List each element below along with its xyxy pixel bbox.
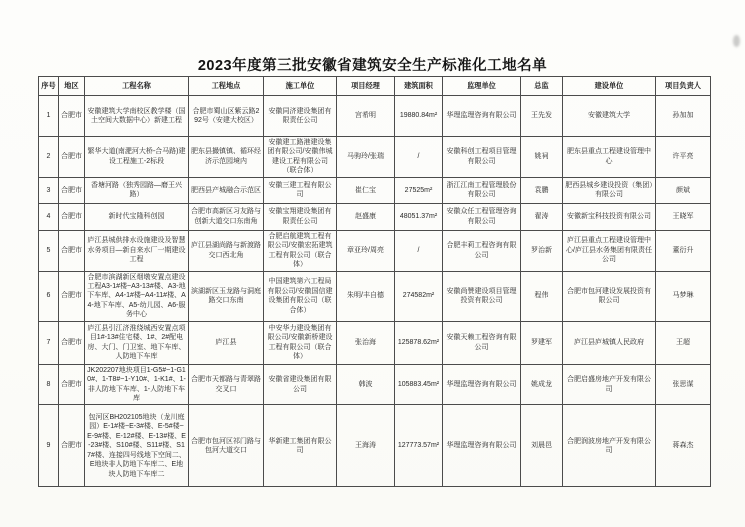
- table-cell: 庐江县庐城镇人民政府: [563, 321, 656, 364]
- table-cell: 合肥市: [59, 137, 85, 178]
- table-cell: 合肥市高新区习友路与创新大道交口东南角: [189, 203, 264, 230]
- table-row: [39, 405, 711, 487]
- table-cell: 合肥市天都路与青翠路交叉口: [189, 364, 264, 405]
- table-cell: 王先发: [521, 96, 563, 137]
- table-cell: 浙江江南工程管理股份有限公司: [443, 177, 521, 203]
- table-cell: 肥东县重点工程建设管理中心: [563, 137, 656, 178]
- table-row: [39, 364, 711, 405]
- column-header: 工程名称: [85, 77, 189, 96]
- table-cell: 袁鹏: [521, 177, 563, 203]
- table-cell: 中安华力建设集团有限公司/安徽新桥建设工程有限公司（联合体）: [264, 321, 337, 364]
- table-cell: 合肥启盛房地产开发有限公司: [563, 364, 656, 405]
- table-cell: 1: [39, 96, 59, 137]
- table-cell: 4: [39, 203, 59, 230]
- table-cell: 合肥市: [59, 230, 85, 271]
- table-cell: 马驹玲/张瑞: [337, 137, 395, 178]
- table-row: [39, 137, 711, 178]
- document-title: 2023年度第三批安徽省建筑安全生产标准化工地名单: [197, 58, 548, 74]
- table-cell: 罗治新: [521, 230, 563, 271]
- table-cell: 安徽众任工程管理咨询有限公司: [443, 203, 521, 230]
- column-header: 监理单位: [443, 77, 521, 96]
- table-cell: 张思谋: [656, 364, 711, 405]
- table-cell: 庐江县引江济淮绕城西安置点项目1#-13#住宅楼、1#、2#配电房、大门、门卫室、地下车库、人防地下车库: [85, 321, 189, 364]
- table-cell: 安徽建筑大学: [563, 96, 656, 137]
- table-cell: 华理监理咨询有限公司: [443, 96, 521, 137]
- table-header: [39, 77, 711, 96]
- table-cell: 程伟: [521, 271, 563, 321]
- table-cell: 肥西县产城融合示范区: [189, 177, 264, 203]
- table-cell: 张治海: [337, 321, 395, 364]
- table-cell: 朱明/丰自德: [337, 271, 395, 321]
- table-cell: 合肥市: [59, 364, 85, 405]
- table-cell: 赵盛康: [337, 203, 395, 230]
- table-cell: 章亚玲/周亮: [337, 230, 395, 271]
- table-row: [39, 203, 711, 230]
- table-cell: 合肥市: [59, 321, 85, 364]
- table-cell: 安徽宝翔建设集团有限责任公司: [264, 203, 337, 230]
- column-header: 项目经理: [337, 77, 395, 96]
- standardization-site-table: [38, 76, 711, 487]
- table-cell: 罗建军: [521, 321, 563, 364]
- table-cell: 合肥启航建筑工程有限公司/安徽宏拓建筑工程有限公司（联合体）: [264, 230, 337, 271]
- column-header: 总监: [521, 77, 563, 96]
- table-cell: 安徽建工路港建设集团有限公司/安徽伟城建设工程有限公司（联合体）: [264, 137, 337, 178]
- table-cell: 合肥市: [59, 271, 85, 321]
- table-cell: 48051.37m²: [395, 203, 443, 230]
- table-cell: 华理监理咨询有限公司: [443, 364, 521, 405]
- table-cell: 127773.57m²: [395, 405, 443, 487]
- table-cell: 安徽尚赞建设项目管理投资有限公司: [443, 271, 521, 321]
- table-cell: 庐江县重点工程建设管理中心/庐江县水务集团有限责任公司: [563, 230, 656, 271]
- table-cell: /: [395, 137, 443, 178]
- table-cell: 繁华大道(南淝河大桥-合马路)建设工程施工-2标段: [85, 137, 189, 178]
- table-row: [39, 230, 711, 271]
- table-cell: 宫希明: [337, 96, 395, 137]
- table-cell: 8: [39, 364, 59, 405]
- scan-artifact-smudge: [733, 35, 740, 47]
- table-cell: 5: [39, 230, 59, 271]
- column-header: 工程地点: [189, 77, 264, 96]
- table-cell: 安徽新宝科技投资有限公司: [563, 203, 656, 230]
- column-header: 序号: [39, 77, 59, 96]
- table-cell: 19880.84m²: [395, 96, 443, 137]
- table-cell: 刘晨邑: [521, 405, 563, 487]
- table-row: [39, 271, 711, 321]
- table-cell: 庐江县: [189, 321, 264, 364]
- table-cell: 合肥市滨湖新区烟墩安置点建设工程A3-1#楼~A3-13#楼、A3-地下车库、A4-1#楼~A4-11#楼、A4-地下车库、A5-幼儿园、A6-服务中心: [85, 271, 189, 321]
- table-cell: 安徽建筑大学南校区教学楼（国土空间大数据中心）新建工程: [85, 96, 189, 137]
- table-cell: 合肥市蜀山区紫云路292号（安建大校区）: [189, 96, 264, 137]
- table-cell: 合肥市: [59, 203, 85, 230]
- table-cell: 合肥市: [59, 96, 85, 137]
- table-cell: 姚祠: [521, 137, 563, 178]
- table-cell: 新时代宝隆科创园: [85, 203, 189, 230]
- table-cell: 翟涛: [521, 203, 563, 230]
- table-cell: 崔仁宝: [337, 177, 395, 203]
- table-cell: 合肥润波房地产开发有限公司: [563, 405, 656, 487]
- table-cell: 125878.62m²: [395, 321, 443, 364]
- table-cell: 王海涛: [337, 405, 395, 487]
- table-cell: 合肥丰莉工程咨询有限公司: [443, 230, 521, 271]
- table-cell: 韩波: [337, 364, 395, 405]
- table-cell: 许平亮: [656, 137, 711, 178]
- table-cell: 安徽三建工程有限公司: [264, 177, 337, 203]
- table-cell: 华新建工集团有限公司: [264, 405, 337, 487]
- table-cell: 肥东县撮镇镇、循环经济示范园境内: [189, 137, 264, 178]
- table-cell: 包河区BH202105地块（龙川庭园）E-1#楼~E-3#楼、E-5#楼~E-9#楼、E-12#楼、E-13#楼、E-23#楼、S10#楼、S11#楼、S17#楼、连接四号线地下空间二、E地块非人防地下车库二、E地块人防地下车库二: [85, 405, 189, 487]
- table-cell: 7: [39, 321, 59, 364]
- table-cell: 王超: [656, 321, 711, 364]
- table-cell: JK202207地块项目1-G5#~1-G10#、1-T8#~1-Y10#、1-K1#、1-非人防地下车库、1-人防地下车库: [85, 364, 189, 405]
- column-header: 项目负责人: [656, 77, 711, 96]
- table-cell: 274582m²: [395, 271, 443, 321]
- table-cell: 孙加加: [656, 96, 711, 137]
- table-row: [39, 321, 711, 364]
- table-cell: 合肥市: [59, 405, 85, 487]
- table-cell: 27525m²: [395, 177, 443, 203]
- column-header: 建筑面积: [395, 77, 443, 96]
- table-cell: 庐江县城供排水设施建设及智慧水务项目—新自来水厂一期建设工程: [85, 230, 189, 271]
- table-cell: 董衍升: [656, 230, 711, 271]
- column-header: 施工单位: [264, 77, 337, 96]
- table-cell: /: [395, 230, 443, 271]
- table-cell: 9: [39, 405, 59, 487]
- table-row: [39, 96, 711, 137]
- table-cell: 滨湖新区玉龙路与洞庭路交口东南: [189, 271, 264, 321]
- column-header: 建设单位: [563, 77, 656, 96]
- table-row: [39, 177, 711, 203]
- table-cell: 颜斌: [656, 177, 711, 203]
- table-cell: 中国建筑第六工程局有限公司/安徽国信建设集团有限公司（联合体）: [264, 271, 337, 321]
- table-cell: 庐江县湖尚路与新渡路交口西北角: [189, 230, 264, 271]
- table-cell: 安徽同济建设集团有限责任公司: [264, 96, 337, 137]
- table-cell: 安徽天赖工程咨询有限公司: [443, 321, 521, 364]
- table-cell: 合肥市包河区祁门路与包河大道交口: [189, 405, 264, 487]
- table-cell: 华理监理咨询有限公司: [443, 405, 521, 487]
- table-cell: 姚成龙: [521, 364, 563, 405]
- table-cell: 香塘河路（独秀园路—磨王兴路）: [85, 177, 189, 203]
- header-row: [39, 77, 711, 96]
- table-cell: 2: [39, 137, 59, 178]
- table-cell: 安徽科创工程项目管理有限公司: [443, 137, 521, 178]
- table-cell: 肥西县城乡建设投资（集团）有限公司: [563, 177, 656, 203]
- table-cell: 3: [39, 177, 59, 203]
- table-cell: 6: [39, 271, 59, 321]
- table-cell: 105883.45m²: [395, 364, 443, 405]
- table-cell: 合肥市: [59, 177, 85, 203]
- table-body: [39, 96, 711, 487]
- table-cell: 蒋森杰: [656, 405, 711, 487]
- table-cell: 合肥市包河建设发展投资有限公司: [563, 271, 656, 321]
- table-cell: 马梦琳: [656, 271, 711, 321]
- table-cell: 安徽省建设集团有限公司: [264, 364, 337, 405]
- column-header: 地区: [59, 77, 85, 96]
- table-cell: 王晓军: [656, 203, 711, 230]
